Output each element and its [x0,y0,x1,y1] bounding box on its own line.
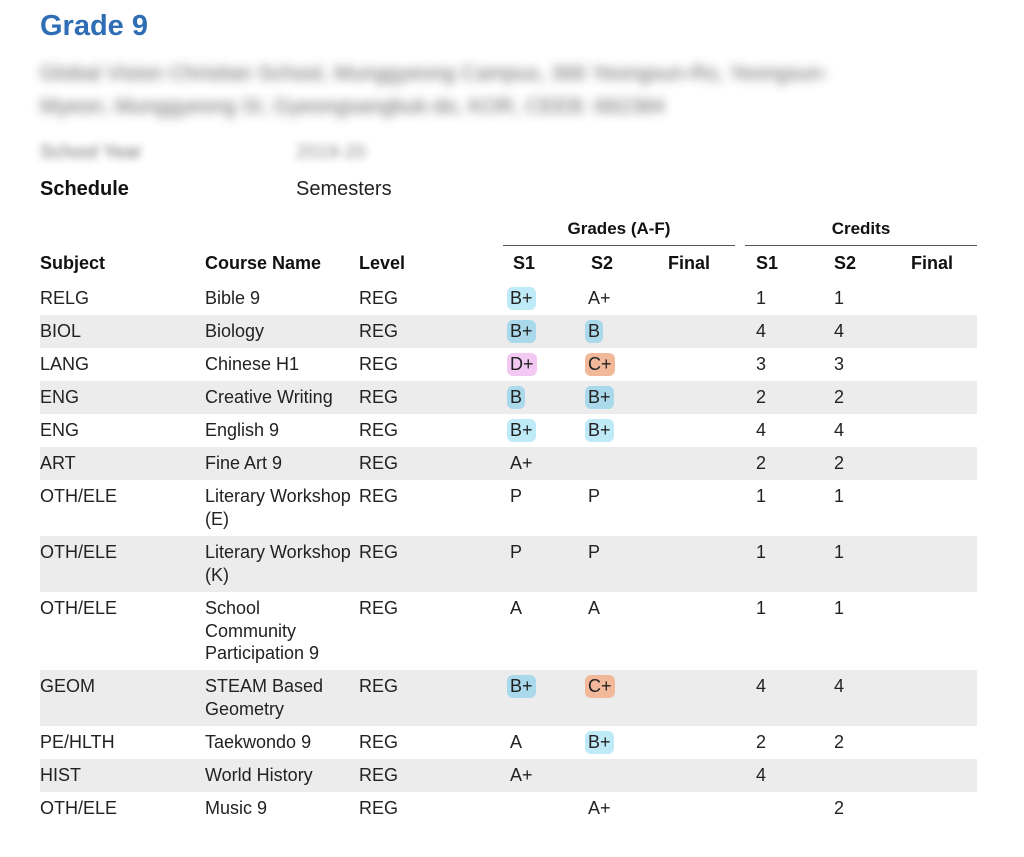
subject-cell: RELG [40,288,90,308]
page-title: Grade 9 [40,10,148,42]
course-name-cell: Biology [205,321,265,341]
grade-value: B+ [585,386,614,409]
grade-value: B+ [507,320,536,343]
course-name-cell: English 9 [205,420,280,440]
credit-s1-cell: 1 [756,598,767,618]
schedule-value: Semesters [296,178,392,200]
grade-s2-cell [588,731,614,754]
credit-s2-cell: 2 [834,798,845,818]
grade-value: B+ [585,419,614,442]
credit-s2-cell: 1 [834,598,845,618]
grade-value: P [510,486,523,506]
credit-s1-cell: 4 [756,676,767,696]
grade-s2-cell [588,452,591,475]
course-name-cell: Music 9 [205,798,268,818]
course-name-cell: STEAM Based Geometry [205,676,324,719]
course-name-cell: World History [205,765,313,785]
subject-cell: LANG [40,354,90,374]
table-row [40,348,977,381]
subject-cell: OTH/ELE [40,598,118,618]
course-name-cell: Chinese H1 [205,354,300,374]
grade-value: B [507,386,525,409]
column-header-credit-s2: S2 [834,253,857,273]
credit-s2-cell: 1 [834,486,845,506]
grade-s1-cell [510,485,525,508]
table-row [40,447,977,480]
credits-group-header: Credits [831,219,891,238]
grade-s1-cell [510,452,536,475]
credit-s1-cell: 4 [756,321,767,341]
level-cell: REG [359,732,399,752]
subject-cell: OTH/ELE [40,798,118,818]
level-cell: REG [359,420,399,440]
credit-s1-cell: 2 [756,453,767,473]
subject-cell: HIST [40,765,82,785]
grade-value: B+ [507,675,536,698]
credit-s1-cell: 4 [756,420,767,440]
level-cell: REG [359,542,399,562]
credit-s1-cell: 1 [756,288,767,308]
course-name-cell: School Community Participation 9 [205,598,320,663]
subject-cell: PE/HLTH [40,732,115,752]
credit-s2-cell: 4 [834,321,845,341]
credit-s2-cell: 3 [834,354,845,374]
school-address-line-2: Myeon, Munggyeong SI, Gyeongsangbuk-do, KOR, CEEB: 682384 [40,95,665,118]
grade-s2-cell [588,419,614,442]
grade-s1-cell [510,597,525,620]
table-row [40,480,977,536]
grade-value: A+ [588,798,611,818]
credit-s1-cell: 1 [756,542,767,562]
column-header-credit-final: Final [911,253,954,273]
level-cell: REG [359,354,399,374]
grade-s1-cell [510,320,536,343]
grade-value: C+ [585,675,615,698]
column-header-course: Course Name [205,253,322,273]
grade-s2-cell [588,597,603,620]
credit-s2-cell: 2 [834,387,845,407]
grade-value: B+ [507,419,536,442]
grades-group-divider [503,245,735,246]
course-name-cell: Fine Art 9 [205,453,283,473]
grade-value: A [588,598,601,618]
credit-s2-cell: 4 [834,420,845,440]
course-name-cell: Taekwondo 9 [205,732,312,752]
grade-s1-cell [510,386,525,409]
schedule-label: Schedule [40,178,129,200]
level-cell: REG [359,798,399,818]
grade-value: A [510,598,523,618]
level-cell: REG [359,598,399,618]
course-name-cell: Bible 9 [205,288,261,308]
course-name-cell: Literary Workshop (K) [205,542,351,585]
grade-s2-cell [588,353,615,376]
grade-s1-cell [510,419,536,442]
column-header-level: Level [359,253,406,273]
course-name-cell: Literary Workshop (E) [205,486,351,529]
grade-s2-cell [588,797,614,820]
grade-s2-cell [588,320,603,343]
school-year-label: School Year [40,142,142,163]
grade-value: A+ [510,765,533,785]
subject-cell: OTH/ELE [40,486,118,506]
grade-s2-cell [588,764,591,787]
credit-s2-cell: 1 [834,542,845,562]
level-cell: REG [359,321,399,341]
table-row [40,792,977,825]
table-row [40,726,977,759]
grade-value: A+ [588,288,611,308]
grade-s1-cell [510,287,536,310]
grade-s2-cell [588,287,614,310]
level-cell: REG [359,387,399,407]
grade-value: D+ [507,353,537,376]
credit-s2-cell: 2 [834,732,845,752]
grades-group-header: Grades (A-F) [567,219,671,238]
subject-cell: GEOM [40,676,96,696]
level-cell: REG [359,486,399,506]
grade-s2-cell [588,541,603,564]
credit-s1-cell: 4 [756,765,767,785]
credit-s2-cell: 4 [834,676,845,696]
credit-s2-cell: 2 [834,453,845,473]
subject-cell: ENG [40,420,80,440]
table-row [40,670,977,726]
level-cell: REG [359,453,399,473]
credit-s1-cell: 3 [756,354,767,374]
grade-value: P [588,542,601,562]
school-address-line-1: Global Vision Christian School, Munggyeong Campus, 366 Yeongsun-Ro, Yeongsun- [40,62,829,85]
grade-s2-cell [588,386,614,409]
grade-s1-cell [510,353,537,376]
credit-s1-cell: 1 [756,486,767,506]
grade-value: P [510,542,523,562]
course-name-cell: Creative Writing [205,387,333,407]
table-row [40,414,977,447]
grade-value: C+ [585,353,615,376]
grade-value: B [585,320,603,343]
table-row [40,381,977,414]
column-header-grade-s2: S2 [591,253,614,273]
table-row [40,759,977,792]
table-row [40,282,977,315]
subject-cell: OTH/ELE [40,542,118,562]
credit-s2-cell: 1 [834,288,845,308]
grade-s1-cell [510,731,525,754]
subject-cell: ENG [40,387,80,407]
grade-value: P [588,486,601,506]
grades-table-body [40,282,977,825]
table-row [40,315,977,348]
column-header-subject: Subject [40,253,106,273]
column-header-credit-s1: S1 [756,253,779,273]
table-row [40,592,977,670]
credit-s1-cell: 2 [756,732,767,752]
level-cell: REG [359,288,399,308]
subject-cell: ART [40,453,76,473]
subject-cell: BIOL [40,321,82,341]
grade-value: B+ [507,287,536,310]
level-cell: REG [359,676,399,696]
credits-group-divider [745,245,977,246]
grade-s2-cell [588,485,603,508]
table-row [40,536,977,592]
grade-s1-cell [510,764,536,787]
level-cell: REG [359,765,399,785]
school-year-value: 2019-20 [296,142,366,163]
grade-s1-cell [510,541,525,564]
grade-value: A+ [510,453,533,473]
grade-s1-cell [510,797,513,820]
grade-s2-cell [588,675,615,698]
grade-value: B+ [585,731,614,754]
column-header-grade-final: Final [668,253,711,273]
grade-s1-cell [510,675,536,698]
column-header-grade-s1: S1 [513,253,536,273]
credit-s1-cell: 2 [756,387,767,407]
grade-value: A [510,732,523,752]
